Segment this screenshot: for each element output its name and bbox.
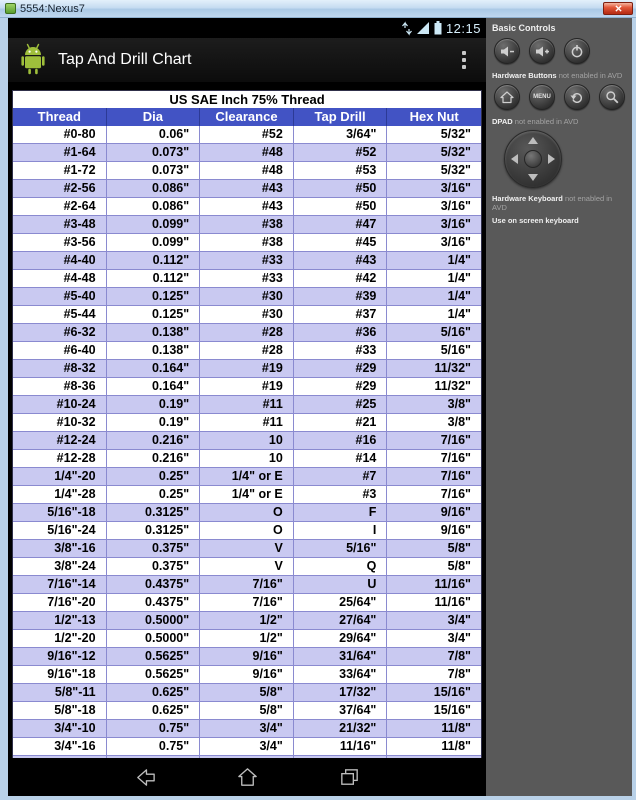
table-row[interactable] xyxy=(13,684,481,702)
table-cell: 0.216" xyxy=(107,432,201,449)
navigation-bar xyxy=(8,758,486,796)
table-cell: 17/32" xyxy=(294,684,388,701)
table-scroll-area[interactable] xyxy=(8,82,486,758)
table-cell: 11/8" xyxy=(441,721,471,735)
table-cell: V xyxy=(200,540,294,557)
table-row[interactable] xyxy=(13,540,481,558)
table-cell: 0.3125" xyxy=(107,522,201,539)
table-cell: 0.073" xyxy=(107,162,201,179)
search-icon xyxy=(605,90,619,104)
dpad-center-button[interactable] xyxy=(524,150,542,168)
table-cell: 11/16" xyxy=(434,595,471,609)
table-cell: #10-24 xyxy=(13,396,107,413)
table-cell: 5/16" xyxy=(294,540,388,557)
table-cell: 29/64" xyxy=(294,630,388,647)
table-cell: 3/4" xyxy=(200,720,294,737)
table-cell: #19 xyxy=(200,360,294,377)
table-cell: #33 xyxy=(200,270,294,287)
table-cell: #43 xyxy=(200,198,294,215)
table-cell: 9/16" xyxy=(200,666,294,683)
table-row[interactable] xyxy=(13,648,481,666)
table-cell: 0.216" xyxy=(107,450,201,467)
app-title: Tap And Drill Chart xyxy=(58,51,192,68)
table-cell: 7/8" xyxy=(447,649,471,663)
volume-up-icon xyxy=(535,45,550,58)
table-cell: 3/8"-24 xyxy=(13,558,107,575)
table-cell: 9/16"-12 xyxy=(13,648,107,665)
table-row[interactable] xyxy=(13,234,481,252)
table-cell: F xyxy=(294,504,388,521)
clock: 12:15 xyxy=(445,20,481,36)
table-cell: 9/16" xyxy=(440,505,471,519)
battery-icon xyxy=(434,21,442,35)
table-cell: 0.5000" xyxy=(107,612,201,629)
home-icon xyxy=(500,90,514,104)
hardware-buttons-note: Hardware Buttons not enabled in AVD xyxy=(492,71,623,80)
table-row[interactable] xyxy=(13,720,481,738)
window-icon xyxy=(5,3,16,14)
dpad-left-arrow-icon[interactable] xyxy=(511,154,518,164)
table-row[interactable] xyxy=(13,414,481,432)
column-header-clearance: Clearance xyxy=(200,108,294,126)
dpad-down-arrow-icon[interactable] xyxy=(528,174,538,181)
table-cell: 0.19" xyxy=(107,414,201,431)
table-row[interactable] xyxy=(13,666,481,684)
table-cell: 0.4375" xyxy=(107,576,201,593)
table-cell: 7/16"-20 xyxy=(13,594,107,611)
table-cell: 3/64" xyxy=(294,126,388,143)
table-cell: 0.375" xyxy=(107,540,201,557)
dpad-up-arrow-icon[interactable] xyxy=(528,137,538,144)
window-title: 5554:Nexus7 xyxy=(20,2,85,15)
table-cell: 1/4" xyxy=(447,289,471,303)
table-row[interactable] xyxy=(13,324,481,342)
dpad-control[interactable] xyxy=(504,130,562,188)
table-cell: #42 xyxy=(294,270,388,287)
table-cell: 1/2"-13 xyxy=(13,612,107,629)
table-row[interactable] xyxy=(13,342,481,360)
table-row[interactable] xyxy=(13,738,481,756)
table-cell: 0.086" xyxy=(107,198,201,215)
table-cell: #43 xyxy=(294,252,388,269)
table-row[interactable] xyxy=(13,594,481,612)
search-button[interactable] xyxy=(599,84,625,110)
table-cell: #47 xyxy=(294,216,388,233)
table-cell: #30 xyxy=(200,288,294,305)
table-cell: 37/64" xyxy=(294,702,388,719)
table-row[interactable] xyxy=(13,288,481,306)
column-header-dia: Dia xyxy=(107,108,201,126)
table-cell: 0.625" xyxy=(107,684,201,701)
table-cell: 15/16" xyxy=(433,703,471,717)
column-header-hex-nut: Hex Nut xyxy=(409,109,459,124)
recents-nav-button[interactable] xyxy=(337,765,361,789)
table-cell: 3/16" xyxy=(440,217,471,231)
table-cell: #4-48 xyxy=(13,270,107,287)
table-cell: #1-72 xyxy=(13,162,107,179)
table-cell: #39 xyxy=(294,288,388,305)
table-cell: #28 xyxy=(200,324,294,341)
table-cell: #48 xyxy=(200,144,294,161)
table-cell: 5/16"-24 xyxy=(13,522,107,539)
hardware-keyboard-note: Hardware Keyboard not enabled in AVD xyxy=(492,194,613,212)
table-cell: 0.125" xyxy=(107,288,201,305)
home-nav-icon xyxy=(236,766,259,789)
table-cell: #38 xyxy=(200,234,294,251)
table-cell: #8-36 xyxy=(13,378,107,395)
table-row[interactable] xyxy=(13,468,481,486)
table-cell: #28 xyxy=(200,342,294,359)
table-cell: 3/8"-16 xyxy=(13,540,107,557)
table-cell: #29 xyxy=(294,378,388,395)
table-cell: 7/16" xyxy=(440,469,471,483)
table-cell: #12-24 xyxy=(13,432,107,449)
table-cell: #7 xyxy=(294,468,388,485)
device-screen xyxy=(8,18,486,796)
table-cell: 7/16" xyxy=(200,594,294,611)
table-row[interactable] xyxy=(13,630,481,648)
table-cell: #0-80 xyxy=(13,126,107,143)
table-row[interactable] xyxy=(13,270,481,288)
column-header-thread: Thread xyxy=(13,108,107,126)
table-cell: 5/8"-11 xyxy=(13,684,107,701)
table-cell: 7/16" xyxy=(440,451,471,465)
table-cell: #6-32 xyxy=(13,324,107,341)
table-cell: 1/4" xyxy=(447,253,471,267)
table-cell: 7/8" xyxy=(447,667,471,681)
table-cell: 5/16"-18 xyxy=(13,504,107,521)
table-cell: 11/16" xyxy=(434,577,471,591)
table-cell: 1/2" xyxy=(200,612,294,629)
back-icon xyxy=(570,90,584,104)
overflow-menu-button[interactable] xyxy=(452,43,476,77)
table-cell: 3/8" xyxy=(447,415,471,429)
table-cell: 9/16"-18 xyxy=(13,666,107,683)
table-row[interactable] xyxy=(13,558,481,576)
table-cell: 1/2" xyxy=(200,630,294,647)
table-cell: 33/64" xyxy=(294,666,388,683)
table-cell: #30 xyxy=(200,306,294,323)
basic-controls-label: Basic Controls xyxy=(492,23,556,33)
table-cell: 0.112" xyxy=(107,270,201,287)
table-row[interactable] xyxy=(13,396,481,414)
column-header-tap-drill: Tap Drill xyxy=(294,108,388,126)
table-cell: #37 xyxy=(294,306,388,323)
table-cell: 31/64" xyxy=(294,648,388,665)
table-cell: #21 xyxy=(294,414,388,431)
table-cell: #3-48 xyxy=(13,216,107,233)
table-cell: #16 xyxy=(294,432,388,449)
table-cell: 5/8"-18 xyxy=(13,702,107,719)
table-cell: 0.4375" xyxy=(107,594,201,611)
table-cell: #19 xyxy=(200,378,294,395)
table-cell: O xyxy=(200,522,294,539)
table-row[interactable] xyxy=(13,486,481,504)
table-cell: 25/64" xyxy=(294,594,388,611)
table-row[interactable] xyxy=(13,504,481,522)
table-cell: 11/32" xyxy=(434,379,471,393)
table-row[interactable] xyxy=(13,612,481,630)
table-cell: #33 xyxy=(200,252,294,269)
table-cell: 11/16" xyxy=(294,738,388,755)
power-icon xyxy=(570,44,584,59)
table-cell: 5/32" xyxy=(440,127,471,141)
table-cell: 7/16" xyxy=(440,433,471,447)
table-cell: 1/4" or E xyxy=(200,486,294,503)
menu-button[interactable] xyxy=(529,84,555,110)
table-cell: #43 xyxy=(200,180,294,197)
volume-down-button[interactable] xyxy=(494,38,520,64)
table-cell: 5/32" xyxy=(440,163,471,177)
back-nav-button[interactable] xyxy=(133,765,157,789)
table-cell: #33 xyxy=(294,342,388,359)
table-cell: #29 xyxy=(294,360,388,377)
table-cell: 0.112" xyxy=(107,252,201,269)
table-cell: 0.138" xyxy=(107,342,201,359)
table-cell: 5/8" xyxy=(200,684,294,701)
table-row[interactable] xyxy=(13,162,481,180)
table-row[interactable] xyxy=(13,144,481,162)
table-cell: 0.375" xyxy=(107,558,201,575)
table-row[interactable] xyxy=(13,306,481,324)
keyboard-hint: Use on screen keyboard xyxy=(492,216,579,225)
table-cell: #50 xyxy=(294,198,388,215)
table-cell: #2-64 xyxy=(13,198,107,215)
table-cell: 7/16" xyxy=(440,487,471,501)
table-cell: 0.5000" xyxy=(107,630,201,647)
table-cell: 0.164" xyxy=(107,360,201,377)
table-cell: 0.073" xyxy=(107,144,201,161)
table-cell: 5/16" xyxy=(440,343,471,357)
table-cell: I xyxy=(294,522,388,539)
table-row[interactable] xyxy=(13,432,481,450)
table-cell: 1/4" or E xyxy=(200,468,294,485)
table-cell: 0.099" xyxy=(107,216,201,233)
table-cell: #3-56 xyxy=(13,234,107,251)
table-cell: 1/4" xyxy=(447,307,471,321)
table-cell: 0.125" xyxy=(107,306,201,323)
table-cell: #52 xyxy=(294,144,388,161)
table-header-row xyxy=(13,108,481,126)
table-cell: 0.164" xyxy=(107,378,201,395)
table-cell: 5/16" xyxy=(440,325,471,339)
table-cell: #14 xyxy=(294,450,388,467)
table-row[interactable] xyxy=(13,378,481,396)
table-cell: 3/4"-16 xyxy=(13,738,107,755)
volume-down-icon xyxy=(500,45,515,58)
table-cell: 5/8" xyxy=(200,702,294,719)
status-bar xyxy=(8,18,486,38)
close-button[interactable] xyxy=(603,2,633,15)
table-cell: #1-64 xyxy=(13,144,107,161)
power-button[interactable] xyxy=(564,38,590,64)
table-cell: #6-40 xyxy=(13,342,107,359)
table-cell: U xyxy=(294,576,388,593)
window-body xyxy=(0,18,636,800)
table-cell: #11 xyxy=(200,396,294,413)
table-cell: #45 xyxy=(294,234,388,251)
table-cell: 3/4"-10 xyxy=(13,720,107,737)
table-cell: 0.099" xyxy=(107,234,201,251)
table-cell: 1/4" xyxy=(447,271,471,285)
table-cell: 0.5625" xyxy=(107,648,201,665)
table-cell: #3 xyxy=(294,486,388,503)
back-nav-icon xyxy=(134,766,157,789)
table-cell: #8-32 xyxy=(13,360,107,377)
overflow-menu-icon xyxy=(462,51,466,55)
table-cell: #52 xyxy=(200,126,294,143)
dpad-note: DPAD not enabled in AVD xyxy=(492,117,579,126)
table-cell: #11 xyxy=(200,414,294,431)
table-cell: 5/8" xyxy=(447,541,471,555)
table-cell: 0.75" xyxy=(107,720,201,737)
table-cell: #4-40 xyxy=(13,252,107,269)
table-cell: #48 xyxy=(200,162,294,179)
table-cell: 21/32" xyxy=(294,720,388,737)
table-cell: 27/64" xyxy=(294,612,388,629)
table-cell: O xyxy=(200,504,294,521)
table-title: US SAE Inch 75% Thread xyxy=(13,91,481,108)
table-row[interactable] xyxy=(13,576,481,594)
table-cell: 9/16" xyxy=(440,523,471,537)
table-cell: 1/2"-20 xyxy=(13,630,107,647)
volume-power-buttons xyxy=(494,38,626,64)
tap-drill-table xyxy=(12,90,482,775)
table-row[interactable] xyxy=(13,360,481,378)
table-cell: 10 xyxy=(200,432,294,449)
table-cell: 0.5625" xyxy=(107,666,201,683)
emulator-controls-panel xyxy=(486,18,632,796)
table-cell: #12-28 xyxy=(13,450,107,467)
table-cell: 5/32" xyxy=(440,145,471,159)
table-cell: 7/16"-14 xyxy=(13,576,107,593)
table-cell: #50 xyxy=(294,180,388,197)
table-cell: V xyxy=(200,558,294,575)
table-cell: 0.138" xyxy=(107,324,201,341)
table-cell: 1/4"-28 xyxy=(13,486,107,503)
volume-up-button[interactable] xyxy=(529,38,555,64)
network-activity-icon xyxy=(402,22,412,35)
table-row[interactable] xyxy=(13,702,481,720)
close-icon xyxy=(615,5,622,12)
table-cell: 3/4" xyxy=(447,631,471,645)
table-cell: 1/4"-20 xyxy=(13,468,107,485)
table-cell: 3/8" xyxy=(447,397,471,411)
action-bar xyxy=(8,38,486,82)
table-cell: #25 xyxy=(294,396,388,413)
table-cell: 3/4" xyxy=(447,613,471,627)
table-row[interactable] xyxy=(13,216,481,234)
table-row[interactable] xyxy=(13,252,481,270)
hardware-buttons-row xyxy=(494,84,626,110)
home-nav-button[interactable] xyxy=(235,765,259,789)
table-row[interactable] xyxy=(13,198,481,216)
table-cell: 11/8" xyxy=(441,739,471,753)
table-cell: 0.19" xyxy=(107,396,201,413)
table-cell: 3/16" xyxy=(440,181,471,195)
table-cell: #36 xyxy=(294,324,388,341)
table-cell: 11/32" xyxy=(434,361,471,375)
table-cell: 10 xyxy=(200,450,294,467)
menu-button-label: MENU xyxy=(533,94,551,100)
table-cell: 7/16" xyxy=(200,576,294,593)
table-cell: 3/4" xyxy=(200,738,294,755)
android-robot-icon xyxy=(18,43,48,77)
table-cell: #38 xyxy=(200,216,294,233)
table-cell: 0.25" xyxy=(107,486,201,503)
table-cell: 15/16" xyxy=(433,685,471,699)
window-titlebar[interactable] xyxy=(0,0,636,18)
table-row[interactable] xyxy=(13,180,481,198)
table-cell: 0.3125" xyxy=(107,504,201,521)
table-cell: 3/16" xyxy=(440,199,471,213)
table-cell: 0.75" xyxy=(107,738,201,755)
table-cell: #2-56 xyxy=(13,180,107,197)
table-cell: 9/16" xyxy=(200,648,294,665)
table-body xyxy=(13,126,481,774)
table-row[interactable] xyxy=(13,126,481,144)
table-cell: #10-32 xyxy=(13,414,107,431)
signal-strength-icon xyxy=(416,22,430,35)
table-cell: #5-40 xyxy=(13,288,107,305)
table-cell: #5-44 xyxy=(13,306,107,323)
table-row[interactable] xyxy=(13,450,481,468)
recents-nav-icon xyxy=(338,766,361,789)
table-cell: 0.625" xyxy=(107,702,201,719)
dpad-right-arrow-icon[interactable] xyxy=(548,154,555,164)
table-cell: Q xyxy=(294,558,388,575)
home-button[interactable] xyxy=(494,84,520,110)
table-cell: 0.086" xyxy=(107,180,201,197)
table-cell: 0.25" xyxy=(107,468,201,485)
table-cell: 3/16" xyxy=(440,235,471,249)
table-row[interactable] xyxy=(13,522,481,540)
table-cell: 5/8" xyxy=(447,559,471,573)
back-button[interactable] xyxy=(564,84,590,110)
table-cell: 0.06" xyxy=(107,126,201,143)
table-cell: #53 xyxy=(294,162,388,179)
